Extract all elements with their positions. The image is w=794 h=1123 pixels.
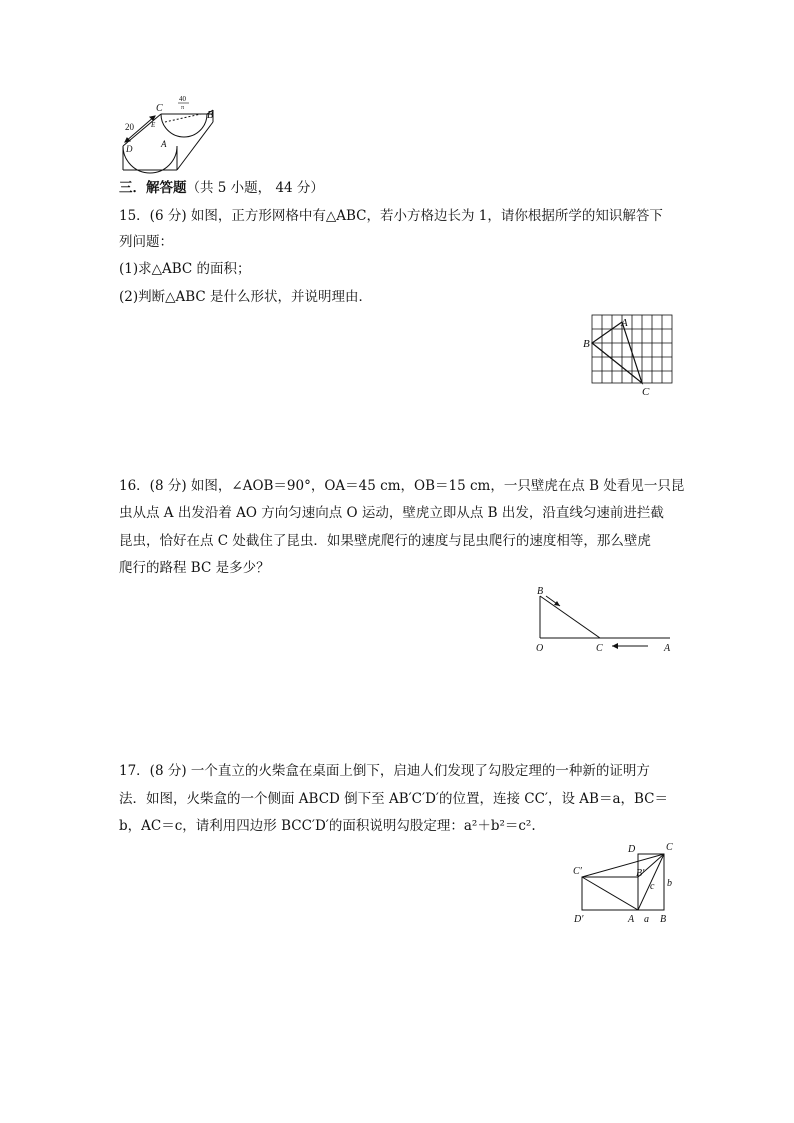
label-frac-num: 40	[179, 95, 186, 103]
q15-grid-figure	[580, 312, 680, 400]
q16-line3: 昆虫，恰好在点 C 处截住了昆虫．如果壁虎爬行的速度与昆虫爬行的速度相等，那么壁虎	[119, 533, 651, 549]
q16-line1: 16．(8 分) 如图，∠AOB＝90°，OA＝45 cm，OB＝15 cm，一只壁虎在点 B 处看见一只昆	[119, 478, 685, 494]
label-B: B	[660, 914, 667, 924]
section-heading	[119, 178, 679, 198]
label-B: B	[207, 110, 214, 121]
q15-sub1: (1)求△ABC 的面积；	[119, 261, 251, 277]
label-Dprime: D′	[574, 914, 584, 924]
q17-line1: 17．(8 分) 一个直立的火柴盒在桌面上倒下，启迪人们发现了勾股定理的一种新的证明方	[119, 763, 650, 779]
trough-back-arc	[161, 114, 207, 137]
label-D: D	[628, 844, 636, 855]
label-Bprime: B′	[636, 868, 645, 879]
label-C: C	[642, 386, 650, 398]
triangle-abc	[592, 322, 642, 383]
label-Cprime: C′	[573, 866, 582, 877]
q15-line2: 列问题：	[119, 234, 173, 250]
label-O: O	[536, 643, 544, 654]
q16-figure	[530, 582, 680, 654]
label-frac-den: π	[181, 105, 185, 111]
label-B: B	[537, 586, 544, 597]
label-A: A	[621, 317, 628, 329]
arrow-head	[612, 643, 618, 649]
label-C: C	[596, 643, 603, 654]
label-c: c	[650, 881, 655, 892]
label-a: a	[644, 914, 649, 924]
q17-line2: 法．如图，火柴盒的一个侧面 ABCD 倒下至 AB′C′D′的位置，连接 CC′，设 AB＝a，BC＝	[119, 791, 668, 807]
label-E: E	[151, 121, 156, 129]
label-A: A	[161, 139, 167, 149]
q17-figure	[570, 838, 682, 924]
label-D: D	[126, 144, 133, 154]
trough-edge	[177, 122, 213, 170]
q16-line4: 爬行的路程 BC 是多少？	[119, 560, 270, 576]
q15-line1: 15．(6 分) 如图，正方形网格中有△ABC，若小方格边长为 1，请你根据所学的知识解答下	[119, 208, 663, 224]
section-note: （共 5 小题， 44 分）	[186, 180, 324, 196]
q15-sub2: (2)判断△ABC 是什么形状，并说明理由．	[119, 289, 373, 305]
label-b: b	[667, 878, 672, 889]
label-A: A	[628, 914, 635, 924]
label-B: B	[583, 338, 590, 350]
trough-figure	[115, 94, 225, 174]
segment-c'a	[582, 877, 638, 910]
section-title: 三．解答题	[119, 180, 187, 196]
label-C: C	[666, 842, 673, 853]
path-line	[165, 114, 201, 122]
label-C: C	[156, 103, 163, 114]
segment-bc	[540, 596, 600, 638]
label-length: 20	[125, 122, 134, 132]
q16-line2: 虫从点 A 出发沿着 AO 方向匀速向点 O 运动，壁虎立即从点 B 出发，沿直线匀速前进拦截	[119, 505, 664, 521]
label-A: A	[664, 643, 671, 654]
q17-line3: b，AC＝c，请利用四边形 BCC′D′的面积说明勾股定理：a²＋b²＝c².	[119, 818, 536, 834]
